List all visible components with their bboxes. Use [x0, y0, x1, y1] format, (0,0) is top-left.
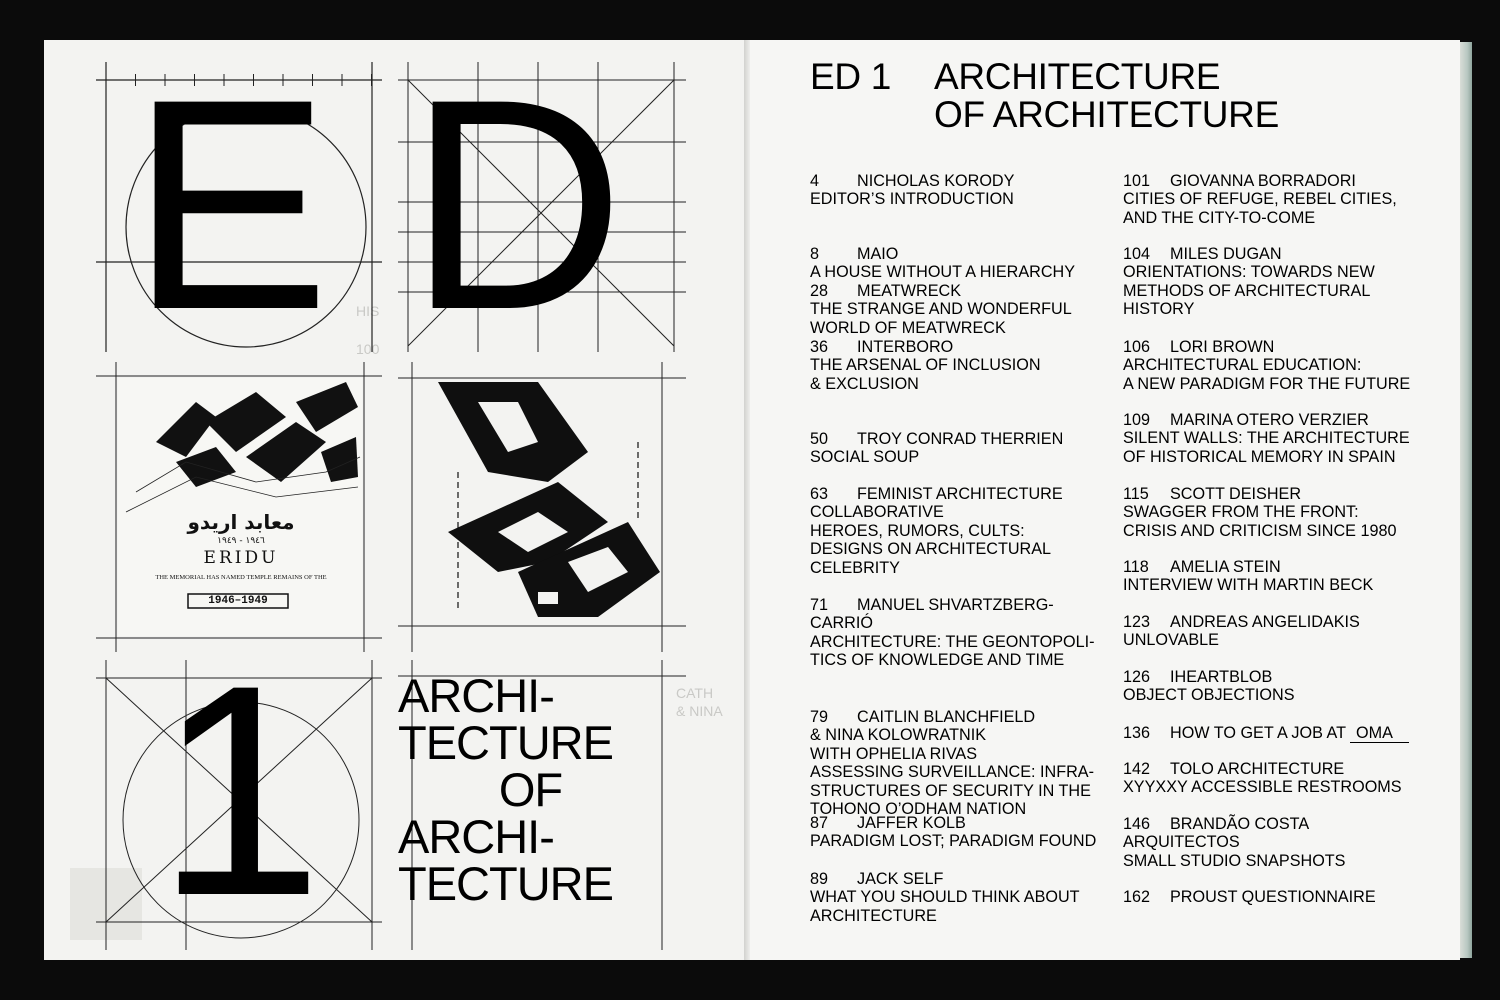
toc-line-text: WHAT YOU SHOULD THINK ABOUT [810, 888, 1080, 907]
toc-entry[interactable] [810, 485, 1063, 577]
toc-entry-line [1123, 282, 1375, 300]
edition-title [934, 58, 1279, 134]
toc-entry-line [810, 763, 1094, 781]
toc-author: INTERBORO [857, 338, 954, 356]
toc-author: TROY CONRAD THERRIEN [857, 430, 1064, 448]
toc-line-text: DESIGNS ON ARCHITECTURAL [810, 540, 1052, 559]
toc-entry-line [810, 319, 1072, 337]
toc-entry-line [810, 832, 1096, 850]
toc-entry[interactable] [1123, 411, 1410, 466]
toc-line-text: TOHONO O’ODHAM NATION [810, 800, 1027, 819]
toc-line-text: HEROES, RUMORS, CULTS: [810, 521, 1025, 540]
toc-author: ANDREAS ANGELIDAKIS [1170, 613, 1360, 631]
toc-entry[interactable] [1123, 888, 1376, 906]
toc-entry-line [1123, 503, 1396, 521]
toc-author: IHEARTBLOB [1170, 668, 1273, 686]
toc-entry-first-line [810, 282, 1072, 300]
toc-entry-line [1123, 686, 1295, 704]
toc-entry[interactable] [810, 245, 1075, 282]
toc-entry-line [1123, 356, 1410, 374]
toc-entry[interactable] [810, 708, 1094, 818]
eridu-subtitle: THE MEMORIAL HAS NAMED TEMPLE REMAINS OF THE [155, 574, 327, 581]
toc-page-number: 4 [810, 172, 820, 190]
toc-author: HOW TO GET A JOB AT [1170, 724, 1347, 742]
toc-page-number: 71 [810, 596, 829, 614]
toc-line-text: SOCIAL SOUP [810, 448, 920, 467]
toc-line-text: ARQUITECTOS [1123, 833, 1240, 852]
toc-entry-first-line [1123, 760, 1402, 778]
toc-entry[interactable] [810, 282, 1072, 337]
toc-entry-first-line [1123, 558, 1373, 576]
toc-entry-first-line [810, 245, 1075, 263]
toc-author: MEATWRECK [857, 282, 962, 300]
toc-author: JAFFER KOLB [857, 814, 966, 832]
toc-entry-first-line [1123, 613, 1360, 631]
show-through-text: & NINA [676, 703, 723, 719]
toc-line-text: ARCHITECTURAL EDUCATION: [1123, 356, 1362, 375]
toc-entry[interactable] [1123, 338, 1410, 393]
toc-author: CAITLIN BLANCHFIELD [857, 708, 1036, 726]
cover-title-line: ARCHI- [398, 810, 554, 863]
toc-line-text: EDITOR’S INTRODUCTION [810, 190, 1014, 209]
toc-page-number: 36 [810, 338, 829, 356]
book-spine [744, 40, 750, 960]
toc-entry-line [810, 782, 1094, 800]
panel-axonometric-plans [398, 362, 686, 652]
toc-entry-line [1123, 778, 1402, 796]
toc-entry-line [810, 522, 1063, 540]
toc-entry-first-line [1123, 245, 1375, 263]
eridu-years: 1946–1949 [208, 595, 268, 607]
toc-page-number: 162 [1123, 888, 1151, 906]
toc-line-text: WITH OPHELIA RIVAS [810, 744, 978, 763]
toc-line-text: TICS OF KNOWLEDGE AND TIME [810, 651, 1065, 670]
toc-page-number: 28 [810, 282, 829, 300]
toc-entry-line [1123, 263, 1375, 281]
toc-line-text: AND THE CITY-TO-COME [1123, 208, 1316, 227]
toc-entry-line [1123, 852, 1345, 870]
toc-entry[interactable] [1123, 172, 1397, 227]
toc-entry-first-line [810, 870, 1080, 888]
toc-line-text: & EXCLUSION [810, 374, 919, 393]
toc-author: MANUEL SHVARTZBERG- [857, 596, 1054, 614]
toc-entry-first-line [1123, 338, 1410, 356]
toc-entry-first-line [1123, 485, 1396, 503]
toc-page-number: 50 [810, 430, 829, 448]
toc-entry[interactable] [810, 338, 1041, 393]
toc-page-number: 101 [1123, 172, 1151, 190]
toc-entry-first-line [1123, 815, 1345, 833]
toc-page-number: 106 [1123, 338, 1151, 356]
toc-entry-line [1123, 522, 1396, 540]
toc-author: LORI BROWN [1170, 338, 1275, 356]
toc-author: NICHOLAS KORODY [857, 172, 1015, 190]
toc-entry-first-line [810, 485, 1063, 503]
panel-eridu-image [96, 362, 382, 652]
toc-page-number: 87 [810, 814, 829, 832]
toc-author: JACK SELF [857, 870, 944, 888]
toc-entry-first-line [810, 708, 1094, 726]
edition-title-line: ARCHITECTURE [934, 56, 1221, 97]
toc-entry-line [810, 375, 1041, 393]
toc-line-text: OBJECT OBJECTIONS [1123, 686, 1295, 705]
toc-page-number: 123 [1123, 613, 1151, 631]
toc-page-number: 104 [1123, 245, 1151, 263]
toc-line-text: A NEW PARADIGM FOR THE FUTURE [1123, 374, 1411, 393]
toc-author: SCOTT DEISHER [1170, 485, 1302, 503]
toc-entry-first-line [810, 338, 1041, 356]
toc-line-text: HISTORY [1123, 300, 1195, 319]
toc-line-text: A HOUSE WITHOUT A HIERARCHY [810, 263, 1076, 282]
toc-entry-line [1123, 576, 1373, 594]
cover-title-line: TECTURE [398, 716, 613, 769]
toc-line-text: THE ARSENAL OF INCLUSION [810, 356, 1041, 375]
toc-line-text: PARADIGM LOST; PARADIGM FOUND [810, 832, 1097, 851]
toc-entry[interactable] [810, 814, 1096, 851]
toc-entry[interactable] [1123, 815, 1345, 870]
edition-number: ED 1 [810, 56, 892, 97]
eridu-arabic-years: ١٩٤٦ - ١٩٤٩ [217, 536, 265, 546]
toc-entry[interactable] [1123, 724, 1409, 743]
toc-entry[interactable] [810, 596, 1095, 670]
toc-page-number: 89 [810, 870, 829, 888]
toc-entry-line [810, 888, 1080, 906]
toc-page-number: 142 [1123, 760, 1151, 778]
eridu-arabic-title: معابد اريدو [187, 510, 295, 534]
panel-letter-d [398, 62, 686, 352]
toc-entry-line [810, 190, 1014, 208]
toc-entry-line [810, 726, 1094, 744]
toc-line-text: CELEBRITY [810, 558, 900, 577]
axonometric-plan-drawing [398, 362, 686, 652]
toc-entry-line [810, 300, 1072, 318]
toc-page-number: 126 [1123, 668, 1151, 686]
toc-entry-line [1123, 429, 1410, 447]
toc-line-text: CARRIÓ [810, 614, 873, 633]
toc-entry[interactable] [810, 870, 1080, 925]
toc-page-number: 8 [810, 245, 820, 263]
toc-line-text: THE STRANGE AND WONDERFUL [810, 300, 1072, 319]
show-through-text: 100 [356, 341, 380, 357]
toc-line-text: & NINA KOLOWRATNIK [810, 726, 986, 745]
toc-line-text: COLLABORATIVE [810, 503, 944, 522]
toc-entry-line [810, 540, 1063, 558]
eridu-temple-engraving [96, 362, 382, 652]
toc-entry[interactable] [1123, 760, 1402, 797]
toc-entry-first-line [810, 172, 1014, 190]
toc-entry-line [1123, 375, 1410, 393]
toc-author: MARINA OTERO VERZIER [1170, 411, 1369, 429]
toc-line-text: CRISIS AND CRITICISM SINCE 1980 [1123, 521, 1397, 540]
toc-entry-first-line [810, 814, 1096, 832]
toc-page-number: 146 [1123, 815, 1151, 833]
toc-entry[interactable] [1123, 485, 1396, 540]
toc-entry-first-line [1123, 668, 1295, 686]
toc-line-text: SWAGGER FROM THE FRONT: [1123, 503, 1359, 522]
big-letter-e: E [130, 62, 331, 352]
toc-line-text: OF HISTORICAL MEMORY IN SPAIN [1123, 447, 1396, 466]
toc-entry-line [1123, 448, 1410, 466]
toc-entry-line [810, 559, 1063, 577]
panel-digit-one [96, 660, 382, 950]
show-through-text: HIS [356, 303, 380, 319]
toc-author: MILES DUGAN [1170, 245, 1282, 263]
show-through-text: CATH [676, 685, 714, 701]
toc-entry-line [810, 503, 1063, 521]
toc-line-text: WORLD OF MEATWRECK [810, 318, 1006, 337]
toc-page-number: 136 [1123, 724, 1151, 742]
cover-title-line: ARCHI- [398, 669, 554, 722]
toc-line-text: XYYXXY ACCESSIBLE RESTROOMS [1123, 778, 1402, 797]
toc-line-text: ARCHITECTURE: THE GEONTOPOLI- [810, 632, 1095, 651]
toc-line-text: CITIES OF REFUGE, REBEL CITIES, [1123, 190, 1397, 209]
toc-entry-first-line [1123, 172, 1397, 190]
toc-entry[interactable] [810, 172, 1014, 209]
toc-line-text: ARCHITECTURE [810, 906, 937, 925]
toc-entry-line [1123, 190, 1397, 208]
toc-entry-first-line [1123, 411, 1410, 429]
toc-underlined-name: OMA [1350, 724, 1409, 743]
toc-entry[interactable] [1123, 245, 1375, 319]
cover-title-line: OF [498, 763, 563, 816]
toc-page-number: 118 [1123, 558, 1149, 576]
toc-entry[interactable] [1123, 613, 1360, 650]
toc-entry-first-line [810, 596, 1095, 614]
toc-entry-line [1123, 833, 1345, 851]
toc-author: MAIO [857, 245, 899, 263]
toc-line-text: STRUCTURES OF SECURITY IN THE [810, 781, 1091, 800]
toc-entry-line [810, 907, 1080, 925]
toc-entry-line [810, 745, 1094, 763]
toc-author: TOLO ARCHITECTURE [1170, 760, 1345, 778]
toc-line-text: ORIENTATIONS: TOWARDS NEW [1123, 263, 1375, 282]
page-edge [1460, 42, 1472, 958]
edition-title-line: OF ARCHITECTURE [934, 94, 1279, 135]
toc-author: GIOVANNA BORRADORI [1170, 172, 1356, 190]
toc-entry[interactable] [1123, 668, 1295, 705]
toc-entry-line [810, 263, 1075, 281]
toc-line-text: UNLOVABLE [1123, 631, 1219, 650]
eridu-name: ERIDU [203, 548, 279, 568]
toc-entry-first-line [810, 430, 1063, 448]
toc-entry-line [1123, 631, 1360, 649]
toc-entry-line [1123, 209, 1397, 227]
toc-line-text: SMALL STUDIO SNAPSHOTS [1123, 851, 1346, 870]
cover-title-line: TECTURE [398, 857, 613, 910]
toc-entry[interactable] [1123, 558, 1373, 595]
toc-entry-line [810, 633, 1095, 651]
toc-author: AMELIA STEIN [1170, 558, 1281, 576]
toc-page-number: 79 [810, 708, 829, 726]
toc-entry-first-line [1123, 888, 1376, 906]
toc-author: BRANDÃO COSTA [1170, 815, 1310, 833]
toc-entry-line [1123, 300, 1375, 318]
toc-entry-line [810, 614, 1095, 632]
toc-page-number: 63 [810, 485, 829, 503]
big-digit-one: 1 [156, 660, 323, 950]
toc-author: PROUST QUESTIONNAIRE [1170, 888, 1376, 906]
toc-line-text: SILENT WALLS: THE ARCHITECTURE [1123, 429, 1410, 448]
toc-author: FEMINIST ARCHITECTURE [857, 485, 1063, 503]
toc-line-text: INTERVIEW WITH MARTIN BECK [1123, 576, 1374, 595]
toc-entry-line [810, 448, 1063, 466]
toc-line-text: ASSESSING SURVEILLANCE: INFRA- [810, 763, 1094, 782]
toc-entry-line [810, 651, 1095, 669]
panel-letter-e [96, 62, 382, 352]
toc-entry-line [810, 356, 1041, 374]
big-letter-d: D [408, 62, 625, 352]
toc-entry[interactable] [810, 430, 1063, 467]
toc-page-number: 109 [1123, 411, 1151, 429]
toc-line-text: METHODS OF ARCHITECTURAL [1123, 281, 1371, 300]
toc-page-number: 115 [1123, 485, 1149, 503]
cover-title-stack [398, 669, 663, 910]
